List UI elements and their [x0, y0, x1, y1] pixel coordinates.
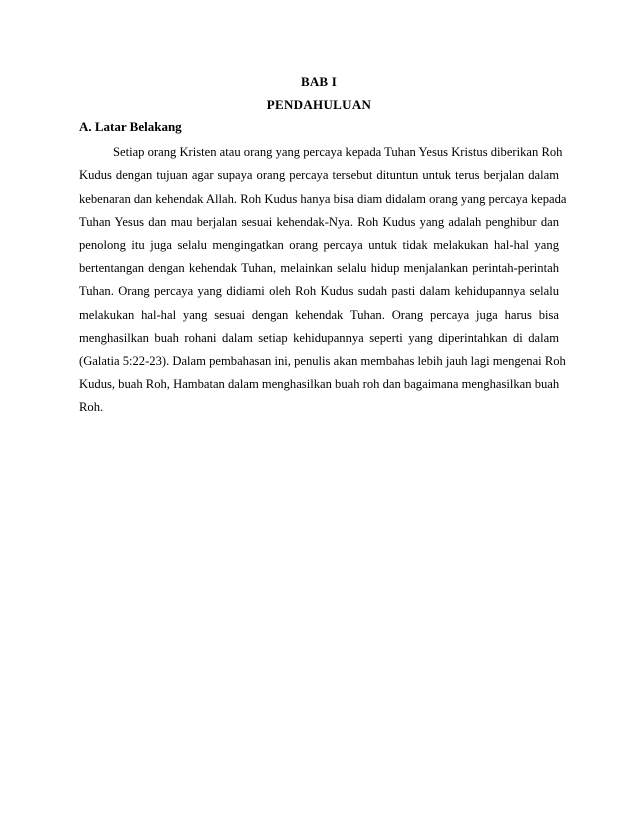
chapter-number: BAB I — [300, 74, 338, 89]
paragraph-line: (Galatia 5:22-23). Dalam pembahasan ini, penulis akan membahas lebih jauh lagi mengenai Roh — [79, 354, 566, 368]
chapter-title: PENDAHULUAN — [266, 97, 372, 112]
paragraph-line: kebenaran dan kehendak Allah. Roh Kudus hanya bisa diam didalam orang yang percaya kepada — [79, 192, 567, 206]
paragraph-line: Setiap orang Kristen atau orang yang percaya kepada Tuhan Yesus Kristus diberikan Roh — [113, 145, 563, 159]
paragraph-line: bertentangan dengan kehendak Tuhan, melainkan selalu hidup menjalankan perintah-perintah — [79, 261, 559, 275]
paragraph-line: Kudus, buah Roh, Hambatan dalam menghasilkan buah roh dan bagaimana menghasilkan buah — [79, 377, 560, 391]
paragraph-line: melakukan hal-hal yang sesuai dengan kehendak Tuhan. Orang percaya juga harus bisa — [79, 308, 559, 322]
paragraph-line: penolong itu juga selalu mengingatkan orang percaya untuk tidak melakukan hal-hal yang — [79, 238, 559, 252]
paragraph-line: menghasilkan buah rohani dalam setiap kehidupannya seperti yang diperintahkan di dalam — [79, 331, 559, 345]
paragraph-line: Tuhan Yesus dan mau berjalan sesuai kehendak-Nya. Roh Kudus yang adalah penghibur dan — [79, 215, 559, 229]
paragraph-line: Roh. — [79, 400, 104, 414]
paragraph-line: Tuhan. Orang percaya yang didiami oleh Roh Kudus sudah pasti dalam kehidupannya selalu — [79, 284, 559, 298]
paragraph-line: Kudus dengan tujuan agar supaya orang percaya tersebut dituntun untuk terus berjalan dalam — [79, 168, 559, 182]
section-heading: A. Latar Belakang — [79, 119, 182, 134]
